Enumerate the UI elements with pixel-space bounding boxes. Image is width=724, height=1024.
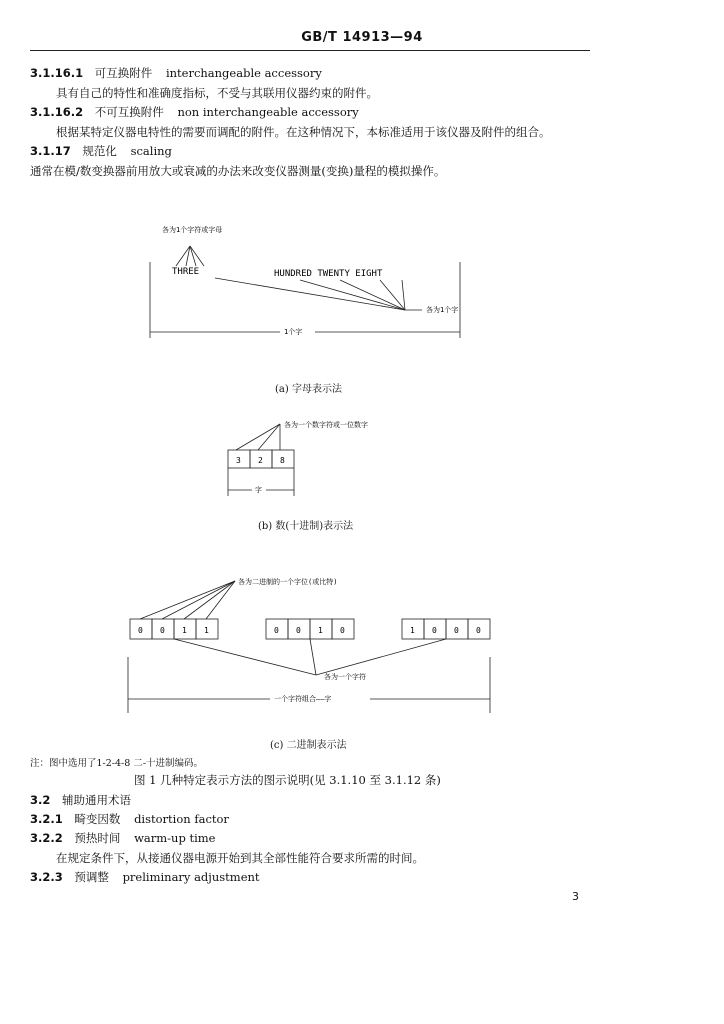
clause-number: 3.2.3 [30,870,63,884]
clause-title-en: preliminary adjustment [122,870,260,884]
clause-title-zh: 规范化 [82,144,117,158]
clause-3-1-17 [30,144,172,158]
clause-3-2-2 [30,831,215,845]
figure-b-annotation-top: 各为一个数字符或一位数字 [284,421,368,429]
clause-title-zh: 预热时间 [74,831,121,845]
figure-a-diagram [140,218,470,340]
clause-3-1-16-2 [30,105,359,119]
figure-b-digit-2: 2 [258,456,263,465]
clause-3-2-3 [30,870,260,884]
figure-note: 注：图中选用了1-2-4-8 二-十进制编码。 [30,758,204,769]
figure-c-bit: 0 [476,626,481,635]
figure-b-digit-1: 3 [236,456,241,465]
figure-a-annotation-top: 各为1个字符或字母 [162,226,223,234]
figure-c-annotation-top: 各为二进制的一个字位(或比特) [238,578,338,586]
figure-c-group-3 [402,619,490,639]
figure-c-bit: 1 [410,626,415,635]
clause-title-zh: 预调整 [74,870,109,884]
figure-b-diagram [222,418,422,500]
clause-title-en: interchangeable accessory [165,66,322,80]
figure-c-group-2 [266,619,354,639]
figure-a-caption: (a) 字母表示法 [275,384,342,395]
figure-c-bit: 0 [432,626,437,635]
clause-title-en: non interchangeable accessory [177,105,359,119]
clause-3-1-16-1-body: 具有自己的特性和准确度指标，不受与其联用仪器约束的附件。 [56,86,378,100]
figure-c-bit: 1 [182,626,187,635]
clause-title-zh: 不可互换附件 [94,105,164,119]
figure-title: 图 1 几种特定表示方法的图示说明(见 3.1.10 至 3.1.12 条) [134,773,441,787]
page-number: 3 [572,890,579,903]
clause-number: 3.2.2 [30,831,63,845]
header-rule [30,50,590,51]
figure-c-bit: 1 [204,626,209,635]
figure-c-bit: 0 [454,626,459,635]
figure-c-bit: 0 [340,626,345,635]
figure-a-dimension-label: 1个字 [284,328,303,336]
figure-c-bit: 0 [160,626,165,635]
figure-a-word-hundred-twenty-eight: HUNDRED TWENTY EIGHT [274,269,383,279]
clause-3-2-1 [30,812,229,826]
clause-3-1-16-1 [30,66,322,80]
clause-3-2-2-body: 在规定条件下，从接通仪器电源开始到其全部性能符合要求所需的时间。 [56,851,424,865]
clause-title-en: warm-up time [134,831,216,845]
figure-c-diagram [120,573,500,715]
clause-number: 3.1.17 [30,144,71,158]
figure-b-digit-3: 8 [280,456,285,465]
section-3-2 [30,793,131,807]
section-number: 3.2 [30,793,51,807]
clause-3-1-16-2-body: 根据某特定仪器电特性的需要而调配的附件。在这种情况下，本标准适用于该仪器及附件的组合。 [56,125,551,139]
figure-a-annotation-right: 各为1个字 [426,306,459,314]
clause-number: 3.2.1 [30,812,63,826]
clause-title-en: distortion factor [134,812,229,826]
clause-title-zh: 可互换附件 [94,66,153,80]
figure-c-bit: 0 [274,626,279,635]
figure-c-bit: 1 [318,626,323,635]
clause-title-zh: 畸变因数 [74,812,121,826]
clause-number: 3.1.16.2 [30,105,84,119]
clause-title-en: scaling [130,144,172,158]
section-title: 辅助通用术语 [62,793,132,807]
figure-a-word-three: THREE [172,267,200,277]
figure-c-caption: (c) 二进制表示法 [270,740,347,751]
figure-b-dimension-label: 字 [255,486,262,494]
figure-c-bit: 0 [138,626,143,635]
figure-c-annotation-mid: 各为一个字符 [324,673,366,681]
figure-c-dimension-label: 一个字符组合——字 [274,695,332,703]
figure-c-group-1 [130,619,218,639]
figure-b-caption: (b) 数(十进制)表示法 [258,521,354,532]
figure-c-bit: 0 [296,626,301,635]
clause-number: 3.1.16.1 [30,66,84,80]
clause-3-1-17-body: 通常在模/数变换器前用放大或衰减的办法来改变仪器测量(变换)量程的模拟操作。 [30,164,446,178]
standard-header: GB/T 14913—94 [301,30,423,45]
